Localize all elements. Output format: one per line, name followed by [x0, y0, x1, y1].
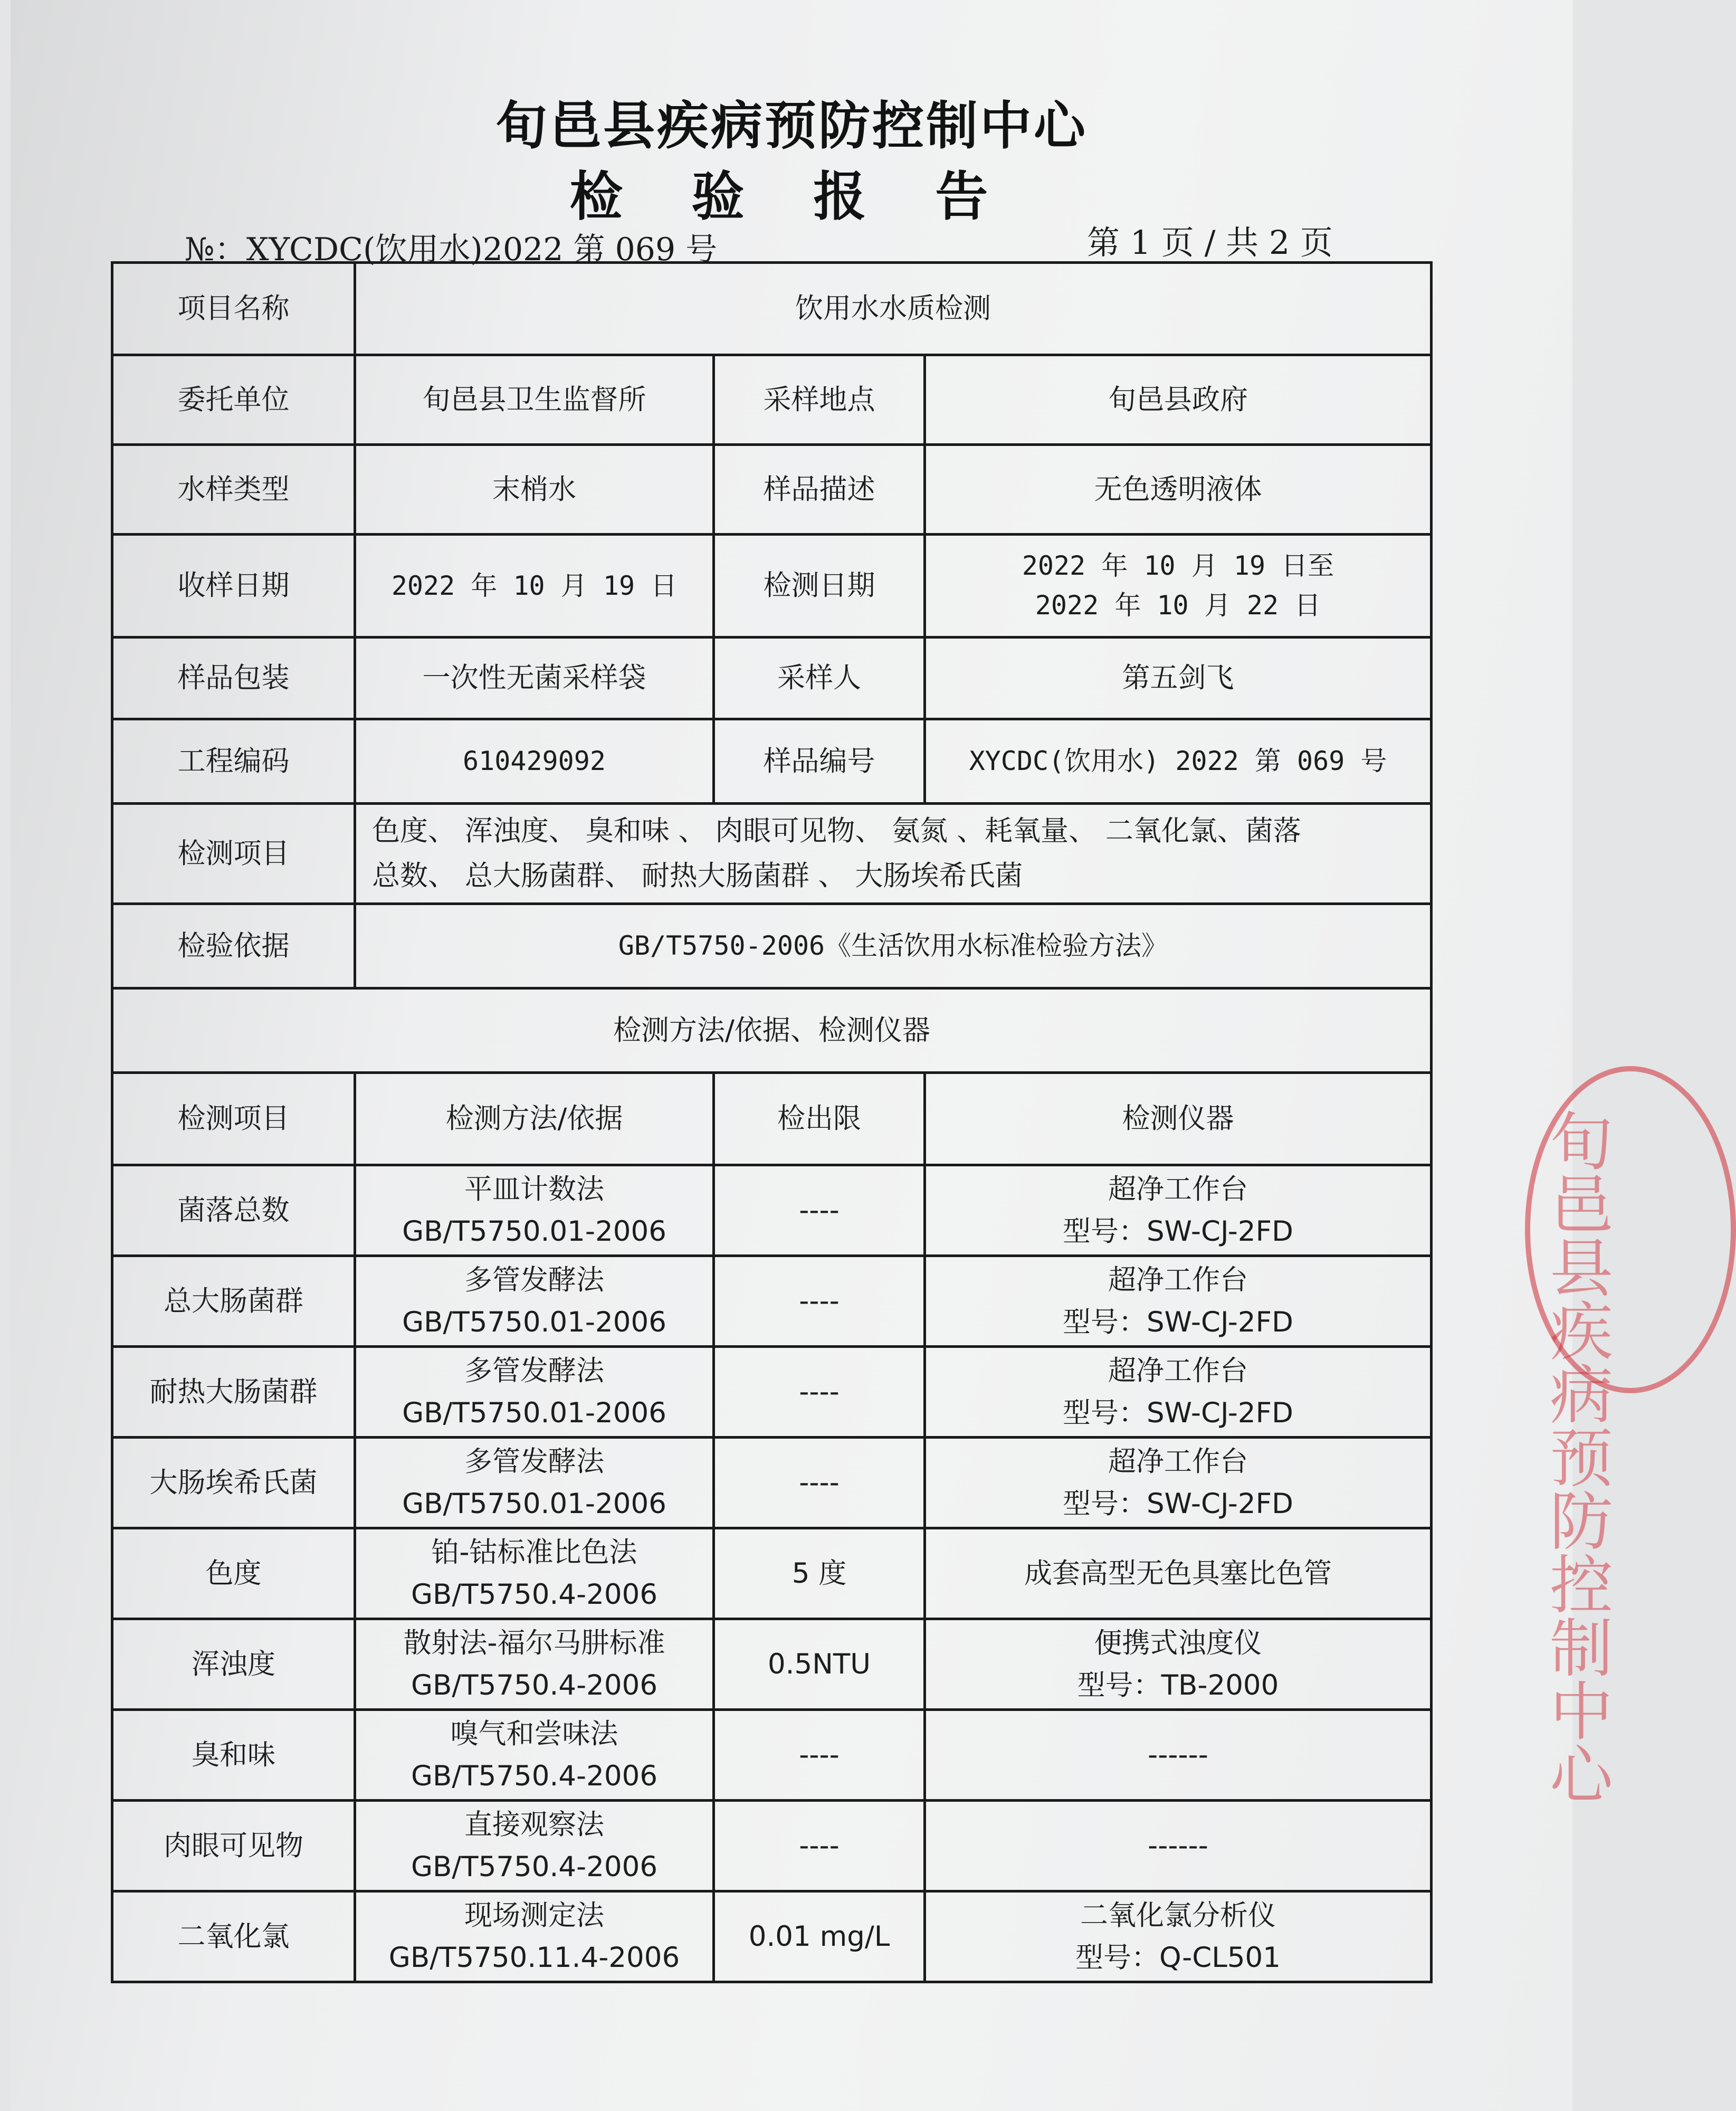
label-sample-desc: 样品描述	[714, 445, 925, 535]
method-item	[112, 1438, 355, 1528]
method-row	[112, 1801, 1432, 1891]
method-instrument	[925, 1347, 1432, 1438]
method-row	[112, 1438, 1432, 1528]
value-sampler: 第五剑飞	[925, 638, 1432, 719]
method-basis-line: 嗅气和尝味法	[450, 1718, 618, 1750]
label-packaging: 样品包装	[112, 638, 355, 719]
method-basis-line: GB/T5750.01-2006	[402, 1396, 666, 1429]
method-row	[112, 1891, 1432, 1982]
method-basis-line: GB/T5750.4-2006	[411, 1578, 658, 1611]
method-basis-line: 多管发酵法	[464, 1355, 604, 1387]
method-limit	[714, 1891, 925, 1982]
label-client: 委托单位	[112, 355, 355, 445]
label-sampler: 采样人	[714, 638, 925, 719]
method-limit-line: ----	[799, 1466, 840, 1499]
method-item-line: 菌落总数	[177, 1194, 290, 1226]
header-method: 检测方法/依据	[355, 1073, 714, 1165]
row-client	[112, 355, 1432, 445]
methods-body	[112, 1165, 1432, 1982]
method-limit-line: ----	[799, 1375, 840, 1408]
value-sampling-site: 旬邑县政府	[925, 355, 1432, 445]
method-limit-line: 0.01 mg/L	[748, 1920, 890, 1953]
method-item	[112, 1801, 355, 1891]
method-item	[112, 1710, 355, 1801]
label-test-date: 检测日期	[714, 535, 925, 638]
method-instrument-line: 型号：TB-2000	[1077, 1669, 1279, 1701]
method-instrument-line: 超净工作台	[1108, 1264, 1248, 1296]
method-instrument	[925, 1619, 1432, 1710]
method-basis	[355, 1347, 714, 1438]
value-project-code: 610429092	[355, 719, 714, 804]
method-basis-line: GB/T5750.11.4-2006	[388, 1941, 680, 1974]
method-instrument-line: 型号：SW-CJ-2FD	[1063, 1396, 1293, 1429]
method-item	[112, 1256, 355, 1347]
method-limit	[714, 1347, 925, 1438]
method-limit	[714, 1619, 925, 1710]
seal-text: 旬邑县疾病预防控制中心	[1539, 1108, 1613, 1805]
methods-header-row	[112, 1073, 1432, 1165]
method-instrument	[925, 1256, 1432, 1347]
method-basis-line: GB/T5750.01-2006	[402, 1215, 666, 1248]
report-title: 检 验 报 告	[569, 166, 1014, 227]
method-item	[112, 1528, 355, 1619]
method-basis-line: GB/T5750.01-2006	[402, 1487, 666, 1520]
method-item-line: 大肠埃希氏菌	[149, 1466, 318, 1499]
method-instrument-line: 型号：SW-CJ-2FD	[1063, 1487, 1293, 1520]
method-item-line: 总大肠菌群	[164, 1285, 303, 1317]
method-basis	[355, 1619, 714, 1710]
method-instrument-line: 型号：Q-CL501	[1075, 1941, 1281, 1974]
page-info: 第 1 页 / 共 2 页	[1087, 223, 1333, 262]
value-sample-desc: 无色透明液体	[925, 445, 1432, 535]
method-limit-line: 5 度	[791, 1557, 847, 1590]
value-basis: GB/T5750-2006《生活饮用水标准检验方法》	[355, 904, 1432, 988]
row-test-items	[112, 804, 1432, 904]
header-instrument: 检测仪器	[925, 1073, 1432, 1165]
label-project-name: 项目名称	[112, 263, 355, 355]
label-sample-no: 样品编号	[714, 719, 925, 804]
label-receive-date: 收样日期	[112, 535, 355, 638]
method-instrument-line: 超净工作台	[1108, 1173, 1248, 1205]
method-row	[112, 1710, 1432, 1801]
method-basis-line: 平皿计数法	[464, 1173, 604, 1205]
method-basis	[355, 1256, 714, 1347]
method-limit	[714, 1256, 925, 1347]
method-instrument	[925, 1801, 1432, 1891]
header-limit: 检出限	[714, 1073, 925, 1165]
row-codes	[112, 719, 1432, 804]
row-packaging	[112, 638, 1432, 719]
method-limit	[714, 1710, 925, 1801]
method-instrument-line: 便携式浊度仪	[1094, 1627, 1262, 1659]
row-water-type	[112, 445, 1432, 535]
method-instrument	[925, 1165, 1432, 1256]
value-client: 旬邑县卫生监督所	[355, 355, 714, 445]
method-basis-line: GB/T5750.4-2006	[411, 1760, 658, 1792]
method-instrument-line: 二氧化氯分析仪	[1080, 1899, 1276, 1932]
method-basis-line: GB/T5750.01-2006	[402, 1306, 666, 1338]
method-basis-line: 多管发酵法	[464, 1264, 604, 1296]
method-basis	[355, 1438, 714, 1528]
method-instrument-line: 超净工作台	[1108, 1446, 1248, 1478]
method-item-line: 二氧化氯	[177, 1920, 290, 1953]
method-limit-line: ----	[799, 1738, 840, 1771]
method-limit	[714, 1528, 925, 1619]
method-basis-line: 多管发酵法	[464, 1446, 604, 1478]
method-limit	[714, 1438, 925, 1528]
method-instrument	[925, 1891, 1432, 1982]
method-item-line: 浑浊度	[192, 1648, 275, 1680]
value-water-type: 末梢水	[355, 445, 714, 535]
report-table	[111, 261, 1433, 1983]
method-basis	[355, 1801, 714, 1891]
method-row	[112, 1347, 1432, 1438]
row-section-title	[112, 988, 1432, 1073]
test-items-line2: 总数、 总大肠菌群、 耐热大肠菌群 、 大肠埃希氏菌	[372, 859, 1023, 892]
method-limit-line: ----	[799, 1194, 840, 1226]
method-basis	[355, 1710, 714, 1801]
method-basis-line: GB/T5750.4-2006	[411, 1850, 658, 1883]
method-row	[112, 1619, 1432, 1710]
header-test-item: 检测项目	[112, 1073, 355, 1165]
test-items-line1: 色度、 浑浊度、 臭和味 、 肉眼可见物、 氨氮 、耗氧量、 二氧化氯、菌落	[372, 814, 1301, 847]
method-row	[112, 1165, 1432, 1256]
org-title: 旬邑县疾病预防控制中心	[495, 96, 1088, 156]
value-sample-no: XYCDC(饮用水) 2022 第 069 号	[925, 719, 1432, 804]
label-project-code: 工程编码	[112, 719, 355, 804]
method-limit-line: 0.5NTU	[767, 1648, 871, 1680]
method-instrument-line: 超净工作台	[1108, 1355, 1248, 1387]
method-basis	[355, 1528, 714, 1619]
method-item	[112, 1891, 355, 1982]
method-basis-line: 现场测定法	[464, 1899, 604, 1932]
method-item-line: 色度	[205, 1557, 262, 1590]
method-limit-line: ----	[799, 1285, 840, 1317]
methods-section-title: 检测方法/依据、检测仪器	[112, 988, 1432, 1073]
label-sampling-site: 采样地点	[714, 355, 925, 445]
method-item	[112, 1165, 355, 1256]
method-basis-line: 铂-钴标准比色法	[431, 1536, 637, 1568]
method-basis	[355, 1165, 714, 1256]
method-limit	[714, 1801, 925, 1891]
method-basis-line: GB/T5750.4-2006	[411, 1669, 658, 1701]
method-instrument-line: 成套高型无色具塞比色管	[1024, 1557, 1332, 1590]
method-item-line: 肉眼可见物	[164, 1829, 303, 1862]
label-water-type: 水样类型	[112, 445, 355, 535]
method-instrument-line: 型号：SW-CJ-2FD	[1063, 1306, 1293, 1338]
method-item	[112, 1619, 355, 1710]
method-instrument-line: ------	[1148, 1829, 1208, 1862]
method-row	[112, 1256, 1432, 1347]
value-project-name: 饮用水水质检测	[355, 263, 1432, 355]
method-item	[112, 1347, 355, 1438]
method-basis	[355, 1891, 714, 1982]
method-basis-line: 直接观察法	[464, 1809, 604, 1841]
value-test-date	[925, 535, 1432, 638]
method-item-line: 耐热大肠菌群	[149, 1375, 318, 1408]
method-instrument	[925, 1438, 1432, 1528]
report-number: №：XYCDC(饮用水)2022 第 069 号	[185, 231, 718, 268]
row-project-name	[112, 263, 1432, 355]
value-packaging: 一次性无菌采样袋	[355, 638, 714, 719]
method-limit	[714, 1165, 925, 1256]
method-basis-line: 散射法-福尔马肼标准	[403, 1627, 665, 1659]
test-date-start: 2022 年 10 月 19 日至	[1022, 550, 1334, 581]
value-test-items	[355, 804, 1432, 904]
label-basis: 检验依据	[112, 904, 355, 988]
method-item-line: 臭和味	[192, 1738, 275, 1771]
method-limit-line: ----	[799, 1829, 840, 1862]
method-instrument	[925, 1710, 1432, 1801]
method-row	[112, 1528, 1432, 1619]
row-dates	[112, 535, 1432, 638]
value-receive-date: 2022 年 10 月 19 日	[355, 535, 714, 638]
method-instrument	[925, 1528, 1432, 1619]
method-instrument-line: 型号：SW-CJ-2FD	[1063, 1215, 1293, 1248]
test-date-end: 2022 年 10 月 22 日	[1035, 590, 1321, 621]
row-basis	[112, 904, 1432, 988]
label-test-items: 检测项目	[112, 804, 355, 904]
method-instrument-line: ------	[1148, 1738, 1208, 1771]
